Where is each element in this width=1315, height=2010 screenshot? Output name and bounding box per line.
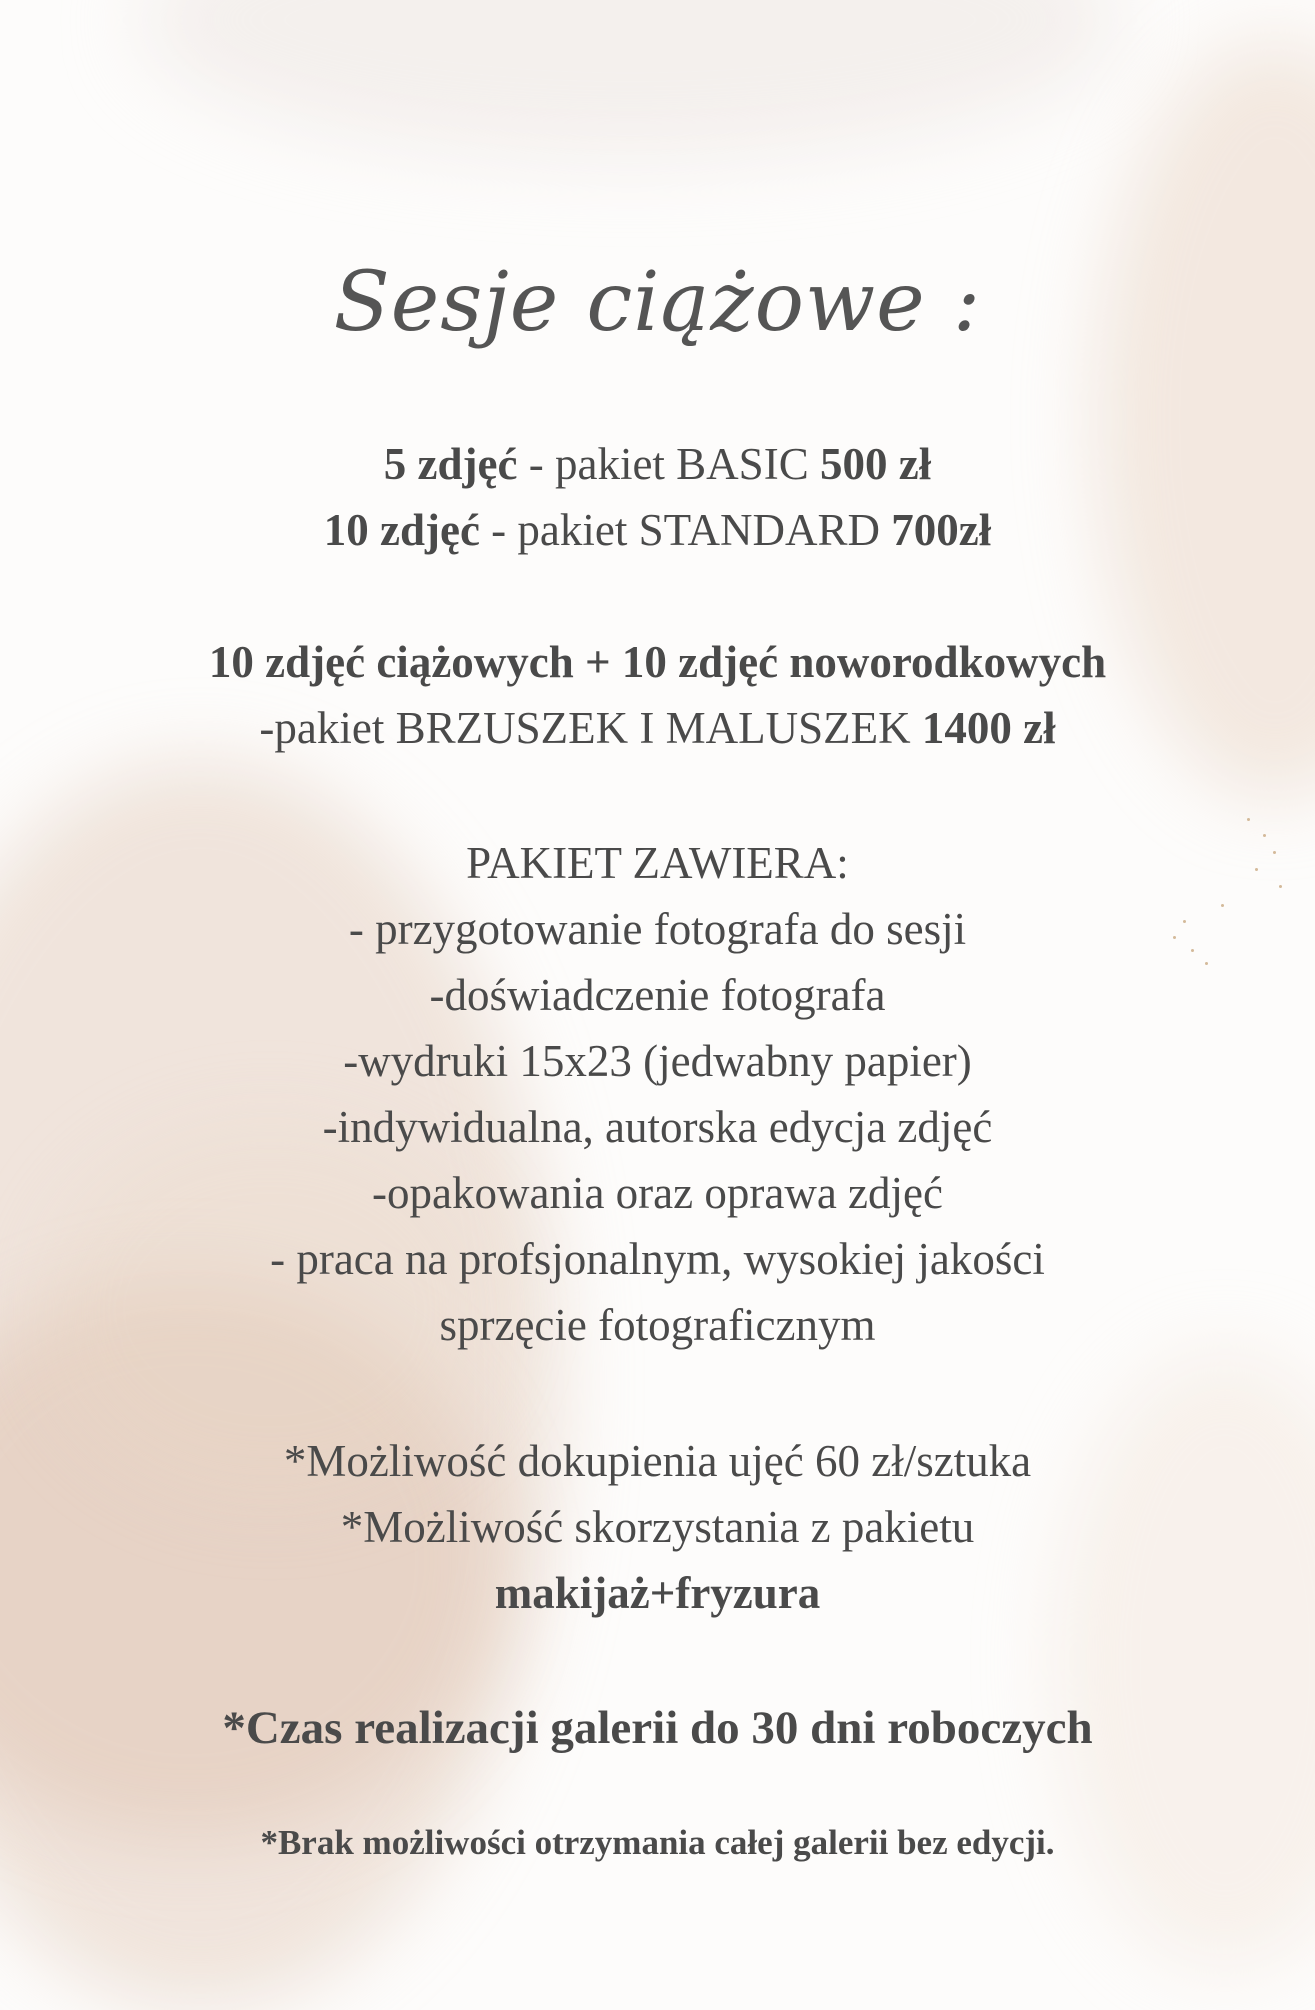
gallery-edit-note: *Brak możliwości otrzymania całej galerii bez edycji. — [260, 1823, 1055, 1862]
combo-package-name: -pakiet BRZUSZEK I MALUSZEK — [259, 703, 922, 753]
package-standard — [0, 505, 1315, 555]
combo-package-description: 10 zdjęć ciążowych + 10 zdjęć noworodkowych — [208, 637, 1107, 687]
basic-package-name: - pakiet BASIC — [517, 439, 820, 489]
speckle — [1205, 962, 1208, 965]
package-basic — [0, 439, 1315, 489]
page-title: Sesje ciążowe : — [333, 255, 982, 350]
speckle — [1263, 834, 1266, 837]
basic-photo-count: 5 zdjęć — [383, 439, 518, 489]
gold-speckles — [1155, 800, 1295, 980]
combo-price: 1400 zł — [921, 703, 1056, 753]
includes-item: -indywidualna, autorska edycja zdjęć — [322, 1102, 993, 1152]
makeup-package-name: makijaż+fryzura — [494, 1568, 821, 1618]
makeup-package-note: *Możliwość skorzystania z pakietu — [340, 1502, 975, 1552]
watercolor-stain-top — [140, 0, 1120, 160]
includes-item: - praca na profsjonalnym, wysokiej jakości — [270, 1234, 1045, 1284]
watercolor-stain-top-right — [1095, 40, 1315, 800]
standard-price: 700zł — [891, 505, 992, 555]
extra-photos-note: *Możliwość dokupienia ujęć 60 zł/sztuka — [283, 1436, 1032, 1486]
includes-item: -doświadczenie fotografa — [429, 970, 886, 1020]
includes-item: -wydruki 15x23 (jedwabny papier) — [343, 1036, 972, 1086]
realization-time-note: *Czas realizacji galerii do 30 dni roboczych — [222, 1702, 1093, 1754]
includes-item: - przygotowanie fotografa do sesji — [348, 904, 967, 954]
speckle — [1247, 818, 1250, 821]
includes-heading: PAKIET ZAWIERA: — [466, 838, 849, 888]
includes-item: -opakowania oraz oprawa zdjęć — [372, 1168, 943, 1218]
combo-package-price-line — [0, 703, 1315, 753]
standard-photo-count: 10 zdjęć — [323, 505, 480, 555]
watercolor-stain-bottom-left — [0, 1280, 500, 1840]
standard-package-name: - pakiet STANDARD — [479, 505, 892, 555]
basic-price: 500 zł — [819, 439, 932, 489]
includes-item: sprzęcie fotograficznym — [439, 1300, 876, 1350]
